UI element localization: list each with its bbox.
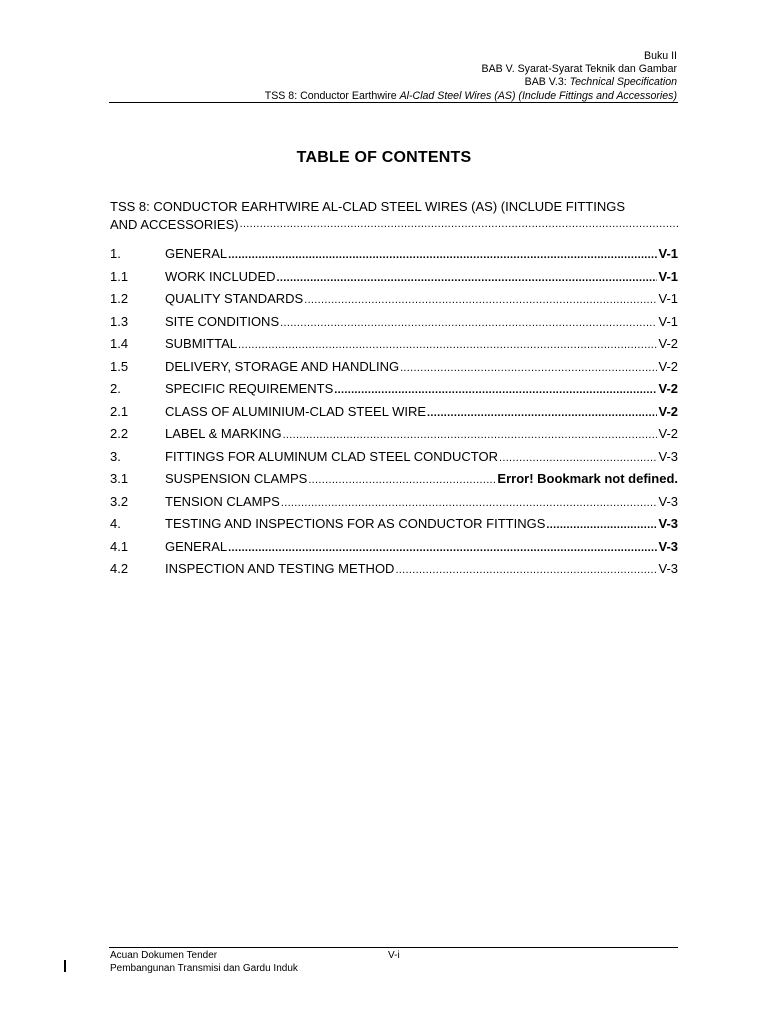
toc-entry-page: V-3 bbox=[658, 448, 678, 464]
toc-entry-page: V-2 bbox=[658, 426, 678, 441]
toc-entry-number: 4.1 bbox=[110, 538, 129, 554]
toc-entry[interactable] bbox=[110, 359, 678, 382]
header-subsection-prefix: TSS 8: Conductor Earthwire bbox=[264, 89, 400, 102]
page-footer bbox=[110, 950, 298, 975]
toc-entry[interactable] bbox=[110, 449, 678, 472]
toc-entry-leader bbox=[238, 339, 657, 351]
toc-entry-number: 4.2 bbox=[110, 561, 129, 576]
toc-entry-label: CLASS OF ALUMINIUM-CLAD STEEL WIRE bbox=[165, 403, 427, 419]
toc-entry-number: 4. bbox=[110, 516, 121, 531]
toc-entry-leader bbox=[280, 317, 657, 329]
header-section-prefix: BAB V.3: bbox=[524, 76, 570, 89]
toc-heading-line1: TSS 8: CONDUCTOR EARHTWIRE AL-CLAD STEEL WIRES (AS) (INCLUDE FITTINGS bbox=[110, 199, 626, 214]
toc-main-heading[interactable] bbox=[110, 198, 680, 233]
toc-entry-label: LABEL & MARKING bbox=[165, 426, 282, 441]
toc-entry[interactable] bbox=[110, 336, 678, 359]
toc-entry[interactable] bbox=[110, 381, 678, 404]
toc-entry[interactable] bbox=[110, 314, 678, 337]
toc-entry-number: 3.2 bbox=[110, 493, 129, 509]
toc-entry-leader bbox=[308, 474, 496, 486]
toc-entry-leader bbox=[228, 542, 657, 554]
toc-entry[interactable] bbox=[110, 291, 678, 314]
header-subsection-italic: Al-Clad Steel Wires (AS) (Include Fittings and Accessories) bbox=[399, 89, 677, 102]
toc-entry-label: GENERAL bbox=[165, 246, 228, 261]
header-section-italic: Technical Specification bbox=[569, 76, 677, 89]
toc-entry-number: 1.1 bbox=[110, 268, 129, 284]
toc-entry-page: V-2 bbox=[658, 336, 678, 351]
toc-entry-number: 1.2 bbox=[110, 291, 129, 306]
toc-entry-page: V-1 bbox=[658, 313, 678, 329]
toc-entry-number: 2. bbox=[110, 381, 121, 396]
toc-entry[interactable] bbox=[110, 516, 678, 539]
toc-heading-line2-text: AND ACCESSORIES) bbox=[110, 216, 239, 232]
toc-title: TABLE OF CONTENTS bbox=[296, 149, 472, 166]
toc-entry[interactable] bbox=[110, 246, 678, 269]
toc-heading-leader bbox=[240, 216, 680, 234]
footer-divider bbox=[109, 947, 678, 948]
toc-entry[interactable] bbox=[110, 404, 678, 427]
toc-entry-number: 3. bbox=[110, 448, 121, 464]
toc-entry-label: SUSPENSION CLAMPS bbox=[165, 471, 308, 486]
toc-entry-label: DELIVERY, STORAGE AND HANDLING bbox=[165, 358, 400, 374]
toc-entry-leader bbox=[228, 249, 657, 261]
toc-entry-label: QUALITY STANDARDS bbox=[165, 291, 304, 306]
toc-entry-number: 1.4 bbox=[110, 336, 129, 351]
toc-entry-number: 1. bbox=[110, 246, 121, 261]
toc-entry-label: TENSION CLAMPS bbox=[165, 493, 280, 509]
toc-entry-page: V-2 bbox=[658, 381, 678, 396]
footer-line1: Acuan Dokumen Tender bbox=[110, 950, 218, 961]
toc-entry-number: 1.5 bbox=[110, 358, 129, 374]
toc-entry[interactable] bbox=[110, 494, 678, 517]
toc-entry-label: WORK INCLUDED bbox=[165, 268, 276, 284]
header-section bbox=[265, 76, 677, 89]
toc-entry-number: 1.3 bbox=[110, 313, 129, 329]
toc-entry-leader bbox=[334, 384, 657, 396]
toc-heading-line2 bbox=[110, 216, 680, 234]
footer-line2: Pembangunan Transmisi dan Gardu Induk bbox=[110, 962, 298, 974]
footer-page-number: V-i bbox=[388, 950, 400, 961]
header-book: Buku II bbox=[644, 50, 677, 62]
toc-entry-label: SUBMITTAL bbox=[165, 336, 237, 351]
toc-entry-label: FITTINGS FOR ALUMINUM CLAD STEEL CONDUCTOR bbox=[165, 448, 498, 464]
toc-entry[interactable] bbox=[110, 539, 678, 562]
toc-entry-label: SITE CONDITIONS bbox=[165, 313, 280, 329]
toc-entry[interactable] bbox=[110, 269, 678, 292]
toc-entry-number: 3.1 bbox=[110, 471, 129, 486]
toc-entry-number: 2.1 bbox=[110, 403, 129, 419]
header-subsection bbox=[265, 90, 677, 103]
toc-entry-number: 2.2 bbox=[110, 426, 129, 441]
toc-entry[interactable] bbox=[110, 426, 678, 449]
toc-entry-leader bbox=[427, 407, 657, 419]
toc-entry-label: SPECIFIC REQUIREMENTS bbox=[165, 381, 334, 396]
toc-entry-leader bbox=[546, 519, 657, 531]
toc-entry-leader bbox=[281, 497, 658, 509]
toc-entry-page: V-3 bbox=[658, 538, 678, 554]
toc-entry-label: TESTING AND INSPECTIONS FOR AS CONDUCTOR FITTINGS bbox=[165, 516, 546, 531]
toc-entry-page: V-1 bbox=[658, 268, 678, 284]
toc-entry-page: V-2 bbox=[658, 358, 678, 374]
toc-entry-page: V-3 bbox=[658, 493, 678, 509]
toc-entry-leader bbox=[283, 429, 658, 441]
toc-entry-leader bbox=[277, 272, 658, 284]
toc-entry-leader bbox=[395, 564, 657, 576]
header-chapter: BAB V. Syarat-Syarat Teknik dan Gambar bbox=[481, 63, 677, 76]
toc-entry[interactable] bbox=[110, 561, 678, 584]
toc-entry-page: V-1 bbox=[658, 246, 678, 261]
page-header bbox=[265, 50, 677, 103]
revision-bar bbox=[64, 960, 66, 972]
toc-entry-page: V-1 bbox=[658, 291, 678, 306]
toc-entry-page: V-3 bbox=[658, 516, 678, 531]
toc-entry-leader bbox=[304, 294, 657, 306]
toc-entry-label: INSPECTION AND TESTING METHOD bbox=[165, 561, 395, 576]
toc-entry[interactable] bbox=[110, 471, 678, 494]
toc-entry-page: V-2 bbox=[658, 403, 678, 419]
toc-entry-leader bbox=[499, 452, 658, 464]
header-divider bbox=[109, 102, 678, 103]
toc-entry-leader bbox=[400, 362, 657, 374]
toc-entry-page: Error! Bookmark not defined. bbox=[497, 471, 678, 486]
toc-entry-page: V-3 bbox=[658, 561, 678, 576]
toc-list bbox=[110, 246, 678, 584]
toc-entry-label: GENERAL bbox=[165, 538, 228, 554]
